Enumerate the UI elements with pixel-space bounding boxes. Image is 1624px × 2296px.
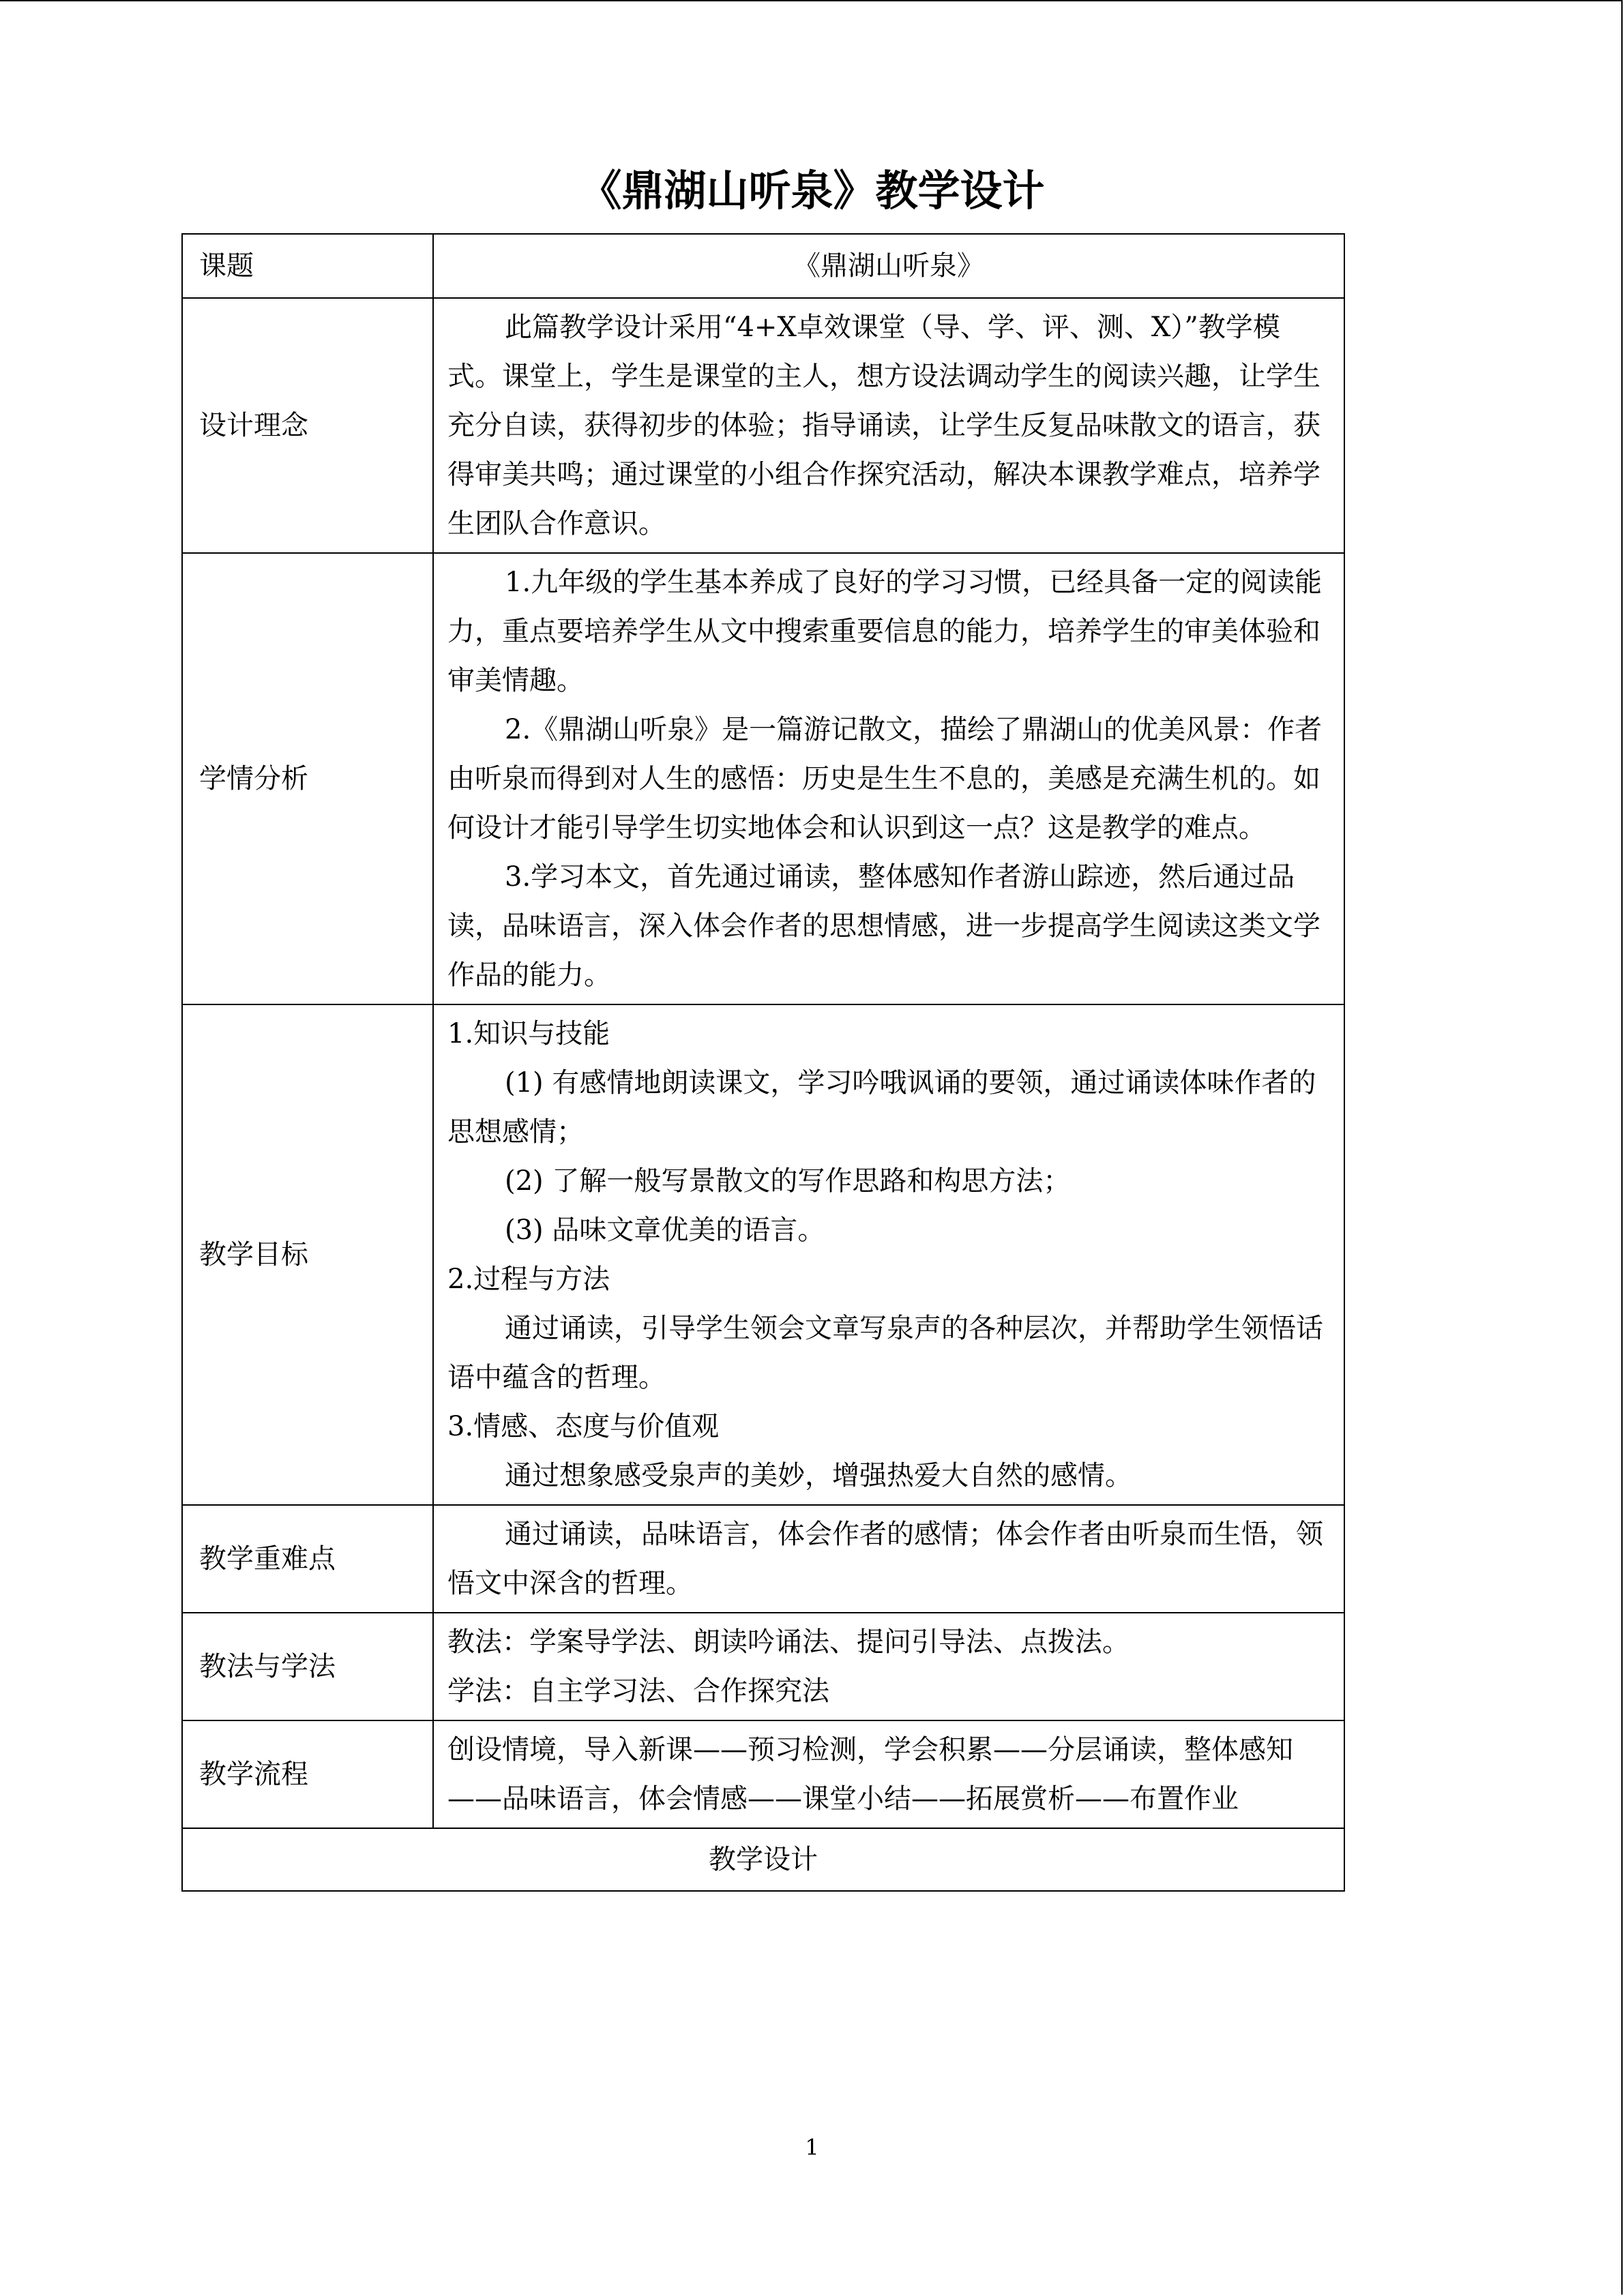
row-analysis bbox=[182, 553, 1344, 1004]
goals-item-3: (3) 品味文章优美的语言。 bbox=[505, 1214, 825, 1246]
label-concept: 设计理念 bbox=[182, 298, 433, 553]
value-keypoints bbox=[433, 1505, 1344, 1613]
methods-learn: 学法：自主学习法、合作探究法 bbox=[447, 1675, 829, 1707]
label-topic: 课题 bbox=[182, 234, 433, 298]
goals-heading-1: 1.知识与技能 bbox=[447, 1018, 610, 1049]
row-methods bbox=[182, 1613, 1344, 1720]
design-heading: 教学设计 bbox=[182, 1828, 1344, 1891]
goals-heading-3: 3.情感、态度与价值观 bbox=[447, 1411, 720, 1442]
flow-text: 创设情境，导入新课——预习检测，学会积累——分层诵读，整体感知——品味语言，体会情感——课堂小结——拓展赏析——布置作业 bbox=[447, 1734, 1293, 1815]
goals-item-1: (1) 有感情地朗读课文，学习吟哦讽诵的要领，通过诵读体味作者的思想感情； bbox=[447, 1067, 1316, 1148]
goals-item-2: (2) 了解一般写景散文的写作思路和构思方法； bbox=[505, 1165, 1071, 1197]
label-flow: 教学流程 bbox=[182, 1720, 433, 1828]
label-methods: 教法与学法 bbox=[182, 1613, 433, 1720]
value-topic: 《鼎湖山听泉》 bbox=[433, 234, 1344, 298]
value-flow bbox=[433, 1720, 1344, 1828]
analysis-paragraph-3: 3.学习本文，首先通过诵读，整体感知作者游山踪迹，然后通过品读，品味语言，深入体会作者的思想情感，进一步提高学生阅读这类文学作品的能力。 bbox=[447, 861, 1320, 991]
value-goals bbox=[433, 1004, 1344, 1505]
value-methods bbox=[433, 1613, 1344, 1720]
label-analysis: 学情分析 bbox=[182, 553, 433, 1004]
lesson-plan-table bbox=[181, 233, 1345, 1892]
methods-teach: 教法：学案导学法、朗读吟诵法、提问引导法、点拨法。 bbox=[447, 1626, 1130, 1658]
row-goals bbox=[182, 1004, 1344, 1505]
goals-process-text: 通过诵读，引导学生领会文章写泉声的各种层次，并帮助学生领悟话语中蕴含的哲理。 bbox=[447, 1313, 1323, 1393]
value-concept bbox=[433, 298, 1344, 553]
document-title: 《鼎湖山听泉》教学设计 bbox=[579, 166, 1045, 215]
goals-emotion-text: 通过想象感受泉声的美妙，增强热爱大自然的感情。 bbox=[505, 1460, 1132, 1491]
row-design bbox=[182, 1828, 1344, 1891]
value-analysis bbox=[433, 553, 1344, 1004]
concept-text: 此篇教学设计采用“4+X卓效课堂（导、学、评、测、X）”教学模式。课堂上，学生是课堂的主人，想方设法调动学生的阅读兴趣，让学生充分自读，获得初步的体验；指导诵读，让学生反复品味散文的语言，获得审美共鸣；通过课堂的小组合作探究活动，解决本课教学难点，培养学生团队合作意识。 bbox=[447, 312, 1320, 539]
analysis-paragraph-1: 1.九年级的学生基本养成了良好的学习习惯，已经具备一定的阅读能力，重点要培养学生从文中搜索重要信息的能力，培养学生的审美体验和审美情趣。 bbox=[447, 567, 1323, 696]
label-goals: 教学目标 bbox=[182, 1004, 433, 1505]
row-flow bbox=[182, 1720, 1344, 1828]
row-keypoints bbox=[182, 1505, 1344, 1613]
row-concept bbox=[182, 298, 1344, 553]
keypoints-text: 通过诵读，品味语言，体会作者的感情；体会作者由听泉而生悟，领悟文中深含的哲理。 bbox=[447, 1519, 1323, 1599]
analysis-paragraph-2: 2.《鼎湖山听泉》是一篇游记散文，描绘了鼎湖山的优美风景：作者由听泉而得到对人生的感悟：历史是生生不息的，美感是充满生机的。如何设计才能引导学生切实地体会和认识到这一点？这是教学的难点。 bbox=[447, 714, 1323, 844]
page-number: 1 bbox=[805, 2134, 819, 2160]
label-keypoints: 教学重难点 bbox=[182, 1505, 433, 1613]
goals-heading-2: 2.过程与方法 bbox=[447, 1264, 610, 1295]
row-topic bbox=[182, 234, 1344, 298]
